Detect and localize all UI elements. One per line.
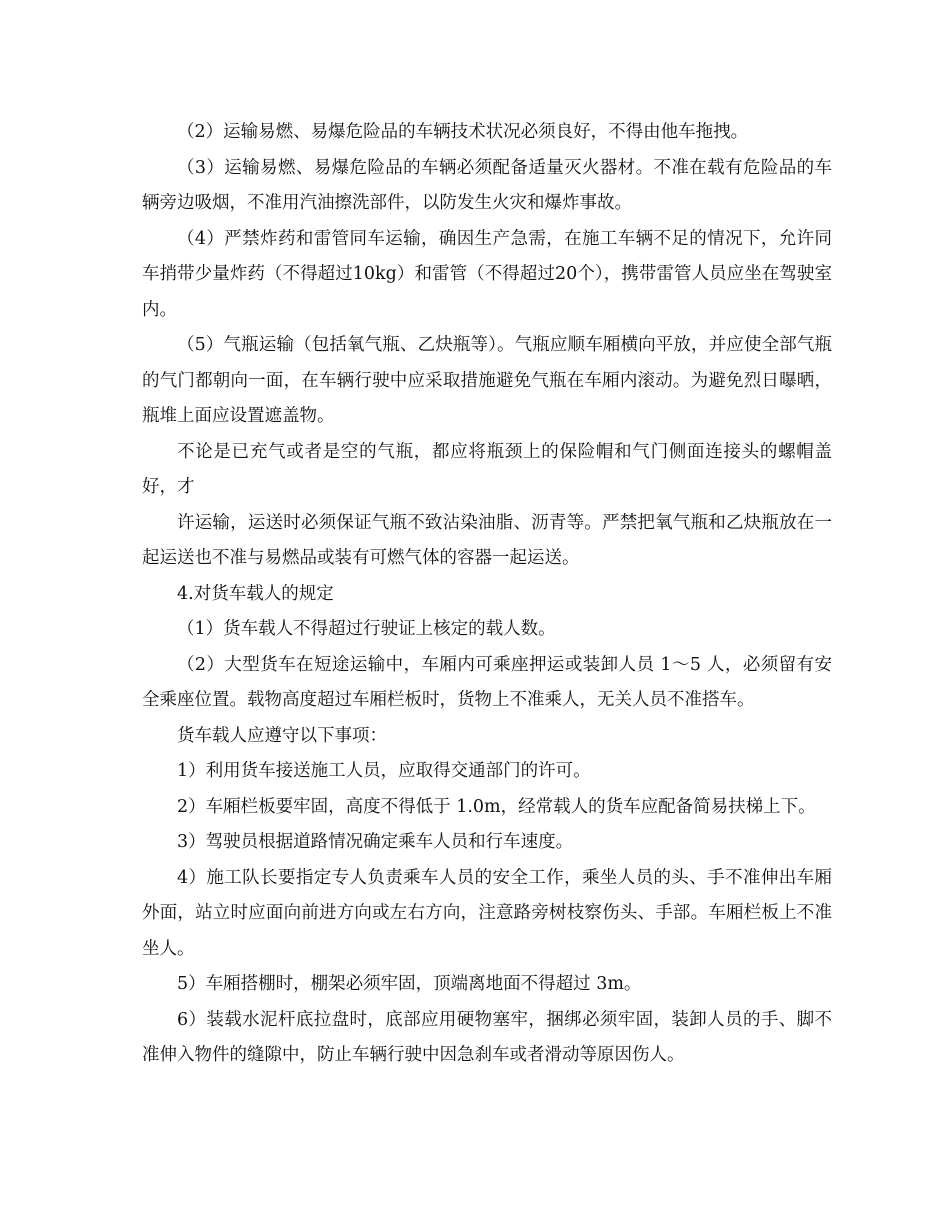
document-body — [142, 115, 832, 1074]
paragraph-cylinder-transport: 许运输，运送时必须保证气瓶不致沾染油脂、沥青等。严禁把氧气瓶和乙炔瓶放在一起运送也不准与易燃品或装有可燃气体的容器一起运送。 — [142, 512, 832, 568]
list-item-4: 4）施工队长要指定专人负责乘车人员的安全工作，乘坐人员的头、手不准伸出车厢外面，站立时应面向前进方向或左右方向，注意路旁树枝察伤头、手部。车厢栏板上不准坐人。 — [142, 867, 832, 959]
list-item-5: 5）车厢搭棚时，棚架必须牢固，顶端离地面不得超过 3m。 — [177, 974, 642, 994]
paragraph-gas-cylinders: （5）气瓶运输（包括氧气瓶、乙炔瓶等）。气瓶应顺车厢横向平放，并应使全部气瓶的气门都朝向一面，在车辆行驶中应采取措施避免气瓶在车厢内滚动。为避免烈日曝晒，瓶堆上面应设置遮盖物。 — [142, 335, 832, 426]
paragraph-cylinder-caps: 不论是已充气或者是空的气瓶，都应将瓶颈上的保险帽和气门侧面连接头的螺帽盖好，才 — [142, 441, 832, 497]
paragraph-rules-intro: 货车载人应遵守以下事项： — [177, 725, 387, 746]
list-item-3: 3）驾驶员根据道路情况确定乘车人员和行车速度。 — [177, 832, 574, 852]
paragraph-explosives: （4）严禁炸药和雷管同车运输，确因生产急需，在施工车辆不足的情况下，允许同车捎带少量炸药（不得超过10kg）和雷管（不得超过20个），携带雷管人员应坐在驾驶室内。 — [142, 228, 832, 320]
list-item-6: 6）装载水泥杆底拉盘时，底部应用硬物塞牢，捆绑必须牢固，装卸人员的手、脚不准伸入物件的缝隙中，防止车辆行驶中因急刹车或者滑动等原因伤人。 — [142, 1009, 832, 1065]
section-heading-truck-passengers: 4.对货车载人的规定 — [177, 583, 334, 604]
paragraph-fire-equipment: （3）运输易燃、易爆危险品的车辆必须配备适量灭火器材。不准在载有危险品的车辆旁边吸烟，不准用汽油擦洗部件，以防发生火灾和爆炸事故。 — [142, 157, 832, 213]
list-item-1: 1）利用货车接送施工人员，应取得交通部门的许可。 — [177, 761, 591, 781]
list-item-2: 2）车厢栏板要牢固，高度不得低于 1.0m，经常载人的货车应配备简易扶梯上下。 — [177, 796, 816, 817]
paragraph-transport-condition: （2）运输易燃、易爆危险品的车辆技术状况必须良好，不得由他车拖拽。 — [177, 122, 749, 142]
paragraph-passenger-limit: （1）货车载人不得超过行驶证上核定的载人数。 — [177, 619, 556, 639]
paragraph-large-truck: （2）大型货车在短途运输中，车厢内可乘座押运或装卸人员 1～5 人，必须留有安全乘座位置。载物高度超过车厢栏板时，货物上不准乘人，无关人员不准搭车。 — [142, 654, 832, 710]
